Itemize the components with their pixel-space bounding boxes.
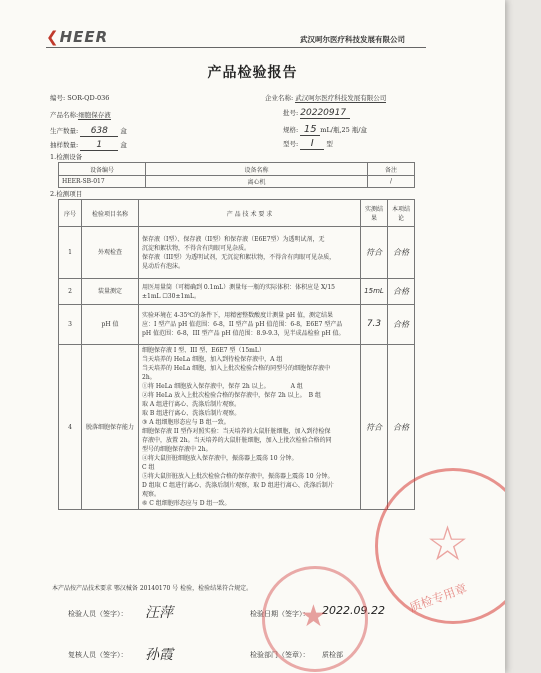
equip-code: HEER-SB-017 (59, 176, 146, 188)
equip-header-note: 备注 (368, 163, 415, 176)
reviewer-signature: 孙霞 (145, 647, 173, 663)
specification: 规格: 15 mL/瓶,25 瓶/盒 (283, 124, 368, 135)
header-company-name: 武汉呵尔医疗科技发展有限公司 (300, 35, 405, 44)
items-header-row (59, 200, 415, 227)
table-row (59, 279, 415, 305)
star-icon: ☆ (426, 516, 470, 572)
req-line: C 组 (142, 464, 155, 471)
header-result: 实测结果 (361, 200, 388, 227)
page-title: 产品检验报告 (207, 65, 298, 81)
req-line: 保存液（I型）、保存液（II型）和保存液（E6E7型）为透明试剂，无 (142, 235, 325, 243)
req-line: pH 值范围：6-8，III 型产品 pH 值范围：8.9-9.3，见半成品检验 pH 值。 (142, 330, 345, 337)
req-line: 实验环境在 4-35℃的条件下，用精密整数酸度计测量 pH 值，测定结果 (142, 312, 333, 319)
section-items-title: 2.检测项目 (50, 190, 83, 198)
date-label: 检验日期（签字）： (250, 610, 310, 618)
req-line: D 组取 C 组进行离心、洗涤后制片观察，取 D 组进行离心、洗涤后制片 (142, 482, 334, 489)
req-line: ①将 HeLa 细胞放入保存液中，保存 2h 以上。 A 组 (142, 383, 303, 390)
company-seal (262, 566, 368, 672)
item-name: 装量测定 (82, 279, 139, 305)
equip-header-code: 设备编号 (59, 163, 146, 176)
table-row (59, 345, 415, 510)
req-line: 型号的细胞保存液中 2h。 (142, 446, 212, 453)
header-requirement: 产 品 技 术 要 求 (139, 200, 361, 227)
enterprise-name: 企业名称: 武汉呵尔医疗科技发展有限公司 (265, 94, 387, 102)
item-result: 7.3 (361, 305, 388, 345)
req-line: ②将 HeLa 放入上批次检验合格的保存液中，保存 2h 以上。 B 组 (142, 392, 321, 399)
reviewer-label: 复核人员（签字）： (68, 651, 128, 659)
req-line: 细胞保存液 II 型作对照实验：当天培养的大鼠肝脏细胞，加入到待检保 (142, 428, 331, 435)
inspector-label: 检验人员（签字）： (68, 610, 128, 618)
product-name: 产品名称:细胞保存液 (50, 111, 111, 119)
production-quantity: 生产数量: 638 盒 (50, 126, 127, 136)
item-name: 外观检查 (82, 227, 139, 279)
req-line: 细胞保存液 I 型、III 型、E6E7 型（15mL） (142, 347, 265, 354)
item-result: 符合 (361, 227, 388, 279)
equip-header-name: 设备名称 (146, 163, 368, 176)
equipment-header-row (59, 163, 415, 176)
req-line: ③ A 组细胞形态应与 B 组一致。 (142, 419, 230, 426)
item-seq: 4 (59, 345, 82, 510)
item-requirement (139, 279, 361, 305)
req-line: 当天培养的 HeLa 细胞，加入上批次检验合格的同型号的细胞保存液中 (142, 365, 331, 372)
item-conclusion: 合格 (388, 279, 415, 305)
item-name: pH 值 (82, 305, 139, 345)
req-line: 观察。 (142, 491, 161, 498)
req-line: ±1mL ☐30±1mL。 (142, 292, 200, 300)
inspection-date: 2022.09.22 (322, 604, 385, 617)
req-line: ④将大鼠肝脏细胞放入保存液中，振荡器上震荡 10 分钟。 (142, 455, 298, 462)
req-line: 保存液（III型）为透明试剂，无沉淀和絮状物，不得含有肉眼可见杂质， (142, 253, 336, 261)
item-conclusion: 合格 (388, 345, 415, 510)
seal-text: 质检专用章 (407, 581, 469, 615)
batch-number: 批号: 20220917 (283, 108, 350, 119)
equipment-table (58, 162, 415, 188)
header-divider (46, 47, 426, 48)
item-conclusion: 合格 (388, 227, 415, 279)
table-row (59, 305, 415, 345)
item-requirement (139, 227, 361, 279)
item-result: 15mL (361, 279, 388, 305)
equip-name: 离心机 (146, 176, 368, 188)
section-equipment-title: 1.检测设备 (50, 153, 83, 161)
header-seq: 序号 (59, 200, 82, 227)
req-line: 2h。 (142, 374, 156, 381)
inspector-signature: 汪萍 (145, 605, 173, 621)
item-result: 符合 (361, 345, 388, 510)
item-seq: 3 (59, 305, 82, 345)
table-row (59, 227, 415, 279)
inspection-table (58, 199, 415, 510)
req-line: 取 B 组进行离心、洗涤后制片观察。 (142, 410, 241, 417)
req-line: 应：I 型产品 pH 值范围：6-8，II 型产品 pH 值范围：6-8，E6E7 型产品 (142, 321, 343, 328)
company-logo: ❮HEER (46, 28, 109, 46)
req-line: 沉淀和絮状物，不得含有肉眼可见杂质。 (142, 244, 251, 252)
req-line: 用医用量筒（可精确到 0.1mL）测量每一瓶的实际体积：体积应是 X/15 (142, 283, 335, 291)
req-line: 存液中，放置 2h。当天培养的大鼠肝脏细胞，加入上批次检验合格的同 (142, 437, 332, 444)
doc-code: 编号: SOR-QD-036 (50, 94, 110, 102)
item-name: 脱落细胞保存能力 (82, 345, 139, 510)
item-seq: 1 (59, 227, 82, 279)
item-requirement (139, 345, 361, 510)
dept-label: 检验部门（签章）： (250, 651, 310, 659)
dept-name: 质检部 (322, 651, 343, 659)
req-line: 晃动后有泡沫。 (142, 262, 185, 270)
req-line: 当天培养的 HeLa 细胞，加入到待检保存液中，A 组 (142, 356, 283, 363)
sample-quantity: 抽样数量: 1 盒 (50, 140, 127, 150)
req-line: 取 A 组进行离心、洗涤后制片观察。 (142, 401, 241, 408)
star-icon: ★ (300, 599, 327, 634)
item-requirement (139, 305, 361, 345)
req-line: ⑥ C 组细胞形态应与 D 组一致。 (142, 500, 231, 507)
model-type: 型号: I 型 (283, 138, 333, 149)
header-item-name: 检验项目名称 (82, 200, 139, 227)
header-conclusion: 本项结论 (388, 200, 415, 227)
item-seq: 2 (59, 279, 82, 305)
item-conclusion: 合格 (388, 305, 415, 345)
table-row (59, 176, 415, 188)
footer-note: 本产品按产品技术要求 鄂汉械备 20140170 号 检验，检验结果符合规定。 (52, 585, 253, 592)
equip-note: / (368, 176, 415, 188)
req-line: ⑤将大鼠肝脏放入上批次检验合格的保存液中，振荡器上震荡 10 分钟。 (142, 473, 334, 480)
